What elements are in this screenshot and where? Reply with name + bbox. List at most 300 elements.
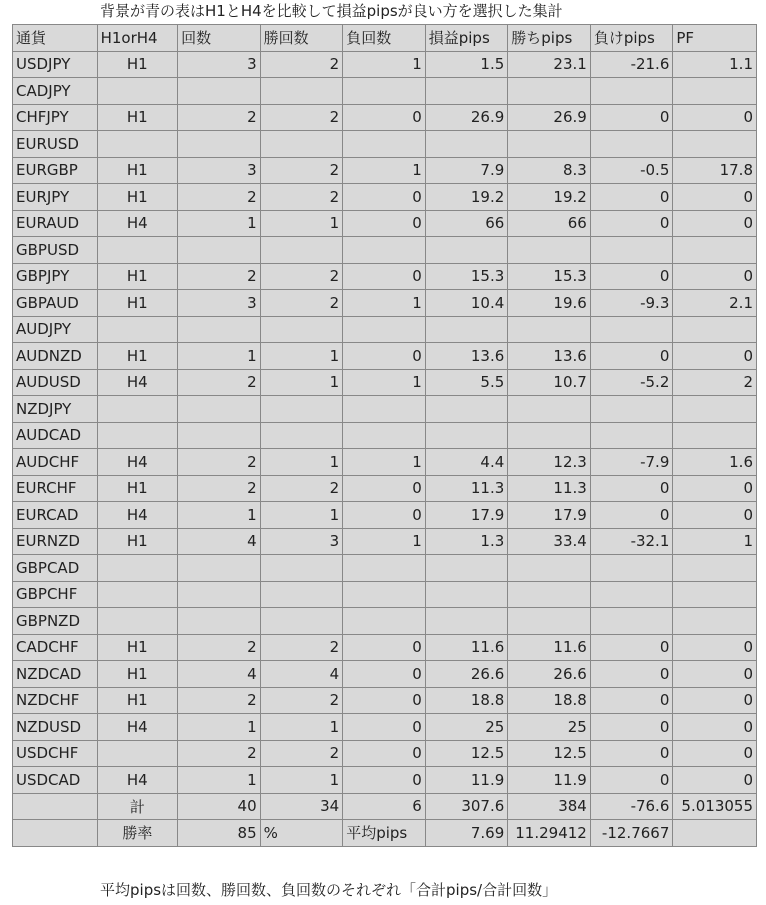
table-row-cell: 0 [343,502,426,529]
table-row-cell: EURAUD [13,210,98,237]
table-row-cell: 0 [673,502,757,529]
table-row-cell: 1 [343,449,426,476]
table-row-cell [97,608,178,635]
table-row-cell: GBPCAD [13,555,98,582]
table-row-cell: 1 [260,369,343,396]
table-row-cell: 3 [260,528,343,555]
table-row-cell [673,396,757,423]
table-row-cell: 0 [343,687,426,714]
table-row-cell: 26.9 [425,104,508,131]
table-row-cell: 0 [590,475,673,502]
table-row-cell: 4 [260,661,343,688]
summary-table [12,24,757,847]
table-row-cell: 17.8 [673,157,757,184]
table-row-cell [343,316,426,343]
table-row-cell: 0 [590,263,673,290]
table-row-cell: 0 [590,714,673,741]
table-row-cell: 0 [590,687,673,714]
table-row-cell: 1 [260,767,343,794]
table-row-cell [508,131,591,158]
table-row-cell: 1 [260,502,343,529]
table-row-cell: 0 [673,210,757,237]
table-row-cell: 1 [260,714,343,741]
table-header-row [13,25,757,52]
table-row-cell: 2 [260,263,343,290]
table-row-cell: AUDJPY [13,316,98,343]
table-row-cell: 2 [260,51,343,78]
table-row-cell [178,422,261,449]
table-row-cell: 1 [673,528,757,555]
table-row-cell [590,422,673,449]
table-header-row-cell: 勝ちpips [508,25,591,52]
table-row-cell: 11.6 [508,634,591,661]
table-row-cell [178,555,261,582]
table-row-cell [97,422,178,449]
table-row-cell [178,581,261,608]
winrate-row-cell [673,820,757,847]
table-header-row-cell: 回数 [178,25,261,52]
table-row-cell: 11.9 [425,767,508,794]
table-row-cell [343,581,426,608]
table-row-cell: 15.3 [425,263,508,290]
table-row-cell [343,396,426,423]
table-row [13,714,757,741]
table-row-cell [97,555,178,582]
table-row-cell: AUDNZD [13,343,98,370]
table-row-cell: 18.8 [425,687,508,714]
winrate-row [13,820,757,847]
table-row-cell [673,581,757,608]
winrate-row-cell: % [260,820,343,847]
table-row-cell [97,581,178,608]
table-row-cell: NZDUSD [13,714,98,741]
table-row-cell: 0 [590,184,673,211]
table-row-cell: GBPJPY [13,263,98,290]
table-row-cell: 7.9 [425,157,508,184]
winrate-row-cell: 11.29412 [508,820,591,847]
table-row [13,555,757,582]
table-row-cell: NZDCHF [13,687,98,714]
table-row-cell [508,78,591,105]
table-row-cell: 11.3 [508,475,591,502]
table-row-cell [425,396,508,423]
table-row-cell: 0 [590,104,673,131]
table-row-cell: -5.2 [590,369,673,396]
table-row-cell: 2 [260,104,343,131]
table-row-cell [343,78,426,105]
table-row-cell: 0 [590,343,673,370]
table-header-row-cell: 負回数 [343,25,426,52]
table-row-cell [178,131,261,158]
table-row [13,51,757,78]
table-row-cell [590,78,673,105]
total-row-cell: 計 [97,793,178,820]
table-row-cell: 1 [343,369,426,396]
table-row-cell: 0 [673,714,757,741]
total-row-cell: 6 [343,793,426,820]
table-row-cell: -7.9 [590,449,673,476]
table-row-cell: NZDCAD [13,661,98,688]
table-row-cell: USDCAD [13,767,98,794]
table-row-cell: 2 [178,104,261,131]
table-row-cell [97,131,178,158]
table-row [13,687,757,714]
table-row-cell [590,316,673,343]
table-row-cell [97,316,178,343]
table-header-row-cell: 勝回数 [260,25,343,52]
table-row-cell: GBPNZD [13,608,98,635]
table-row-cell: 15.3 [508,263,591,290]
winrate-row-cell: -12.7667 [590,820,673,847]
table-row-cell [508,237,591,264]
table-row-cell [97,78,178,105]
table-row-cell: 0 [590,661,673,688]
table-row-cell: H4 [97,210,178,237]
table-row [13,184,757,211]
table-row-cell: H1 [97,634,178,661]
table-row-cell: 1.3 [425,528,508,555]
table-row-cell [673,608,757,635]
table-row-cell: H1 [97,157,178,184]
table-row-cell: 25 [425,714,508,741]
table-row [13,475,757,502]
table-row-cell: 10.4 [425,290,508,317]
table-row-cell [178,396,261,423]
table-row-cell: -32.1 [590,528,673,555]
table-row-cell [673,131,757,158]
table-row-cell [260,581,343,608]
table-row-cell [425,608,508,635]
total-row-cell: 307.6 [425,793,508,820]
table-row-cell: H1 [97,51,178,78]
table-row-cell: 18.8 [508,687,591,714]
table-row [13,422,757,449]
winrate-row-cell [13,820,98,847]
table-row-cell: 0 [343,263,426,290]
table-row-cell: H4 [97,449,178,476]
table-row-cell: 11.6 [425,634,508,661]
table-row-cell: 2 [260,634,343,661]
table-row-cell: 1 [260,210,343,237]
table-row [13,528,757,555]
total-row-cell: -76.6 [590,793,673,820]
table-row-cell [260,78,343,105]
table-row-cell: 26.6 [508,661,591,688]
table-row-cell: 17.9 [425,502,508,529]
table-row-cell: 66 [425,210,508,237]
table-row-cell: H1 [97,343,178,370]
total-row [13,793,757,820]
table-row-cell: 1 [343,157,426,184]
table-row [13,316,757,343]
table-row-cell: H1 [97,263,178,290]
table-row-cell: 1 [178,210,261,237]
table-row-cell: 1 [178,767,261,794]
table-row-cell [343,131,426,158]
table-row-cell: EURGBP [13,157,98,184]
page-title: 背景が青の表はH1とH4を比較して損益pipsが良い方を選択した集計 [100,2,563,20]
table-row-cell: H1 [97,687,178,714]
table-row-cell: 2.1 [673,290,757,317]
table-row [13,263,757,290]
table-row-cell [425,131,508,158]
table-row-cell [260,608,343,635]
table-row-cell [425,78,508,105]
table-row-cell: USDCHF [13,740,98,767]
table-row-cell [590,581,673,608]
table-row-cell: 0 [343,343,426,370]
table-row-cell: H1 [97,661,178,688]
table-row-cell: 2 [260,740,343,767]
table-row-cell [425,422,508,449]
table-row-cell: NZDJPY [13,396,98,423]
table-row-cell: 0 [590,740,673,767]
table-row-cell: 2 [673,369,757,396]
table-row-cell: 13.6 [508,343,591,370]
table-row-cell [260,237,343,264]
total-row-cell: 384 [508,793,591,820]
table-row-cell: 33.4 [508,528,591,555]
table-row-cell: 12.3 [508,449,591,476]
table-row-cell [673,555,757,582]
table-header-row-cell: 損益pips [425,25,508,52]
table-row-cell: 0 [343,184,426,211]
table-row-cell: 1 [260,343,343,370]
table-row-cell [260,555,343,582]
table-row-cell: 0 [673,263,757,290]
table-row-cell: 1 [178,714,261,741]
table-row-cell: 2 [260,184,343,211]
table-row-cell [508,316,591,343]
table-row-cell: 12.5 [425,740,508,767]
table-row-cell: 0 [343,210,426,237]
table-row-cell [260,396,343,423]
table-row-cell [260,131,343,158]
table-row [13,634,757,661]
table-row [13,210,757,237]
table-row-cell: 1 [343,290,426,317]
table-row-cell [97,237,178,264]
table-row-cell: 12.5 [508,740,591,767]
table-row-cell: USDJPY [13,51,98,78]
table-row [13,104,757,131]
table-row-cell: 0 [673,104,757,131]
table-row-cell: EURNZD [13,528,98,555]
table-row-cell [425,316,508,343]
table-row-cell: 0 [343,767,426,794]
total-row-cell: 5.013055 [673,793,757,820]
table-row-cell: 66 [508,210,591,237]
table-row-cell: 2 [178,369,261,396]
table-row-cell [343,608,426,635]
table-row-cell: 0 [343,740,426,767]
table-row [13,740,757,767]
table-row-cell: 2 [178,475,261,502]
table-row [13,502,757,529]
table-row-cell [673,78,757,105]
table-row-cell [673,422,757,449]
table-row-cell: 0 [673,343,757,370]
table-row-cell: 11.9 [508,767,591,794]
table-row-cell: 1 [260,449,343,476]
table-row-cell: H4 [97,369,178,396]
table-header-row-cell: PF [673,25,757,52]
table-row-cell: 19.2 [425,184,508,211]
table-row-cell: GBPAUD [13,290,98,317]
table-row-cell: 0 [590,634,673,661]
table-row-cell: H1 [97,475,178,502]
table-row-cell: GBPUSD [13,237,98,264]
table-row-cell: EURUSD [13,131,98,158]
winrate-row-cell: 85 [178,820,261,847]
table-row-cell: GBPCHF [13,581,98,608]
table-row-cell: AUDCHF [13,449,98,476]
table-row-cell: 10.7 [508,369,591,396]
table-row-cell [590,237,673,264]
table-row-cell: 5.5 [425,369,508,396]
table-row-cell [343,237,426,264]
table-row-cell: EURCHF [13,475,98,502]
table-header-row-cell: 通貨 [13,25,98,52]
table-row-cell [590,131,673,158]
table-row-cell: 0 [343,104,426,131]
table-row-cell [97,396,178,423]
table-row [13,290,757,317]
table-row-cell [178,316,261,343]
winrate-row-cell: 7.69 [425,820,508,847]
table-row-cell: 0 [673,661,757,688]
table-row-cell: 4 [178,661,261,688]
table-row-cell: -9.3 [590,290,673,317]
table-row-cell: 1 [178,502,261,529]
table-row-cell [425,237,508,264]
table-row-cell [178,608,261,635]
table-row-cell: 19.6 [508,290,591,317]
table-row-cell: 3 [178,157,261,184]
table-row-cell: 2 [260,687,343,714]
table-row-cell: 17.9 [508,502,591,529]
table-row-cell [425,555,508,582]
table-row-cell: 2 [178,263,261,290]
table-row-cell: 0 [343,475,426,502]
table-header-row-cell: H1orH4 [97,25,178,52]
table-row-cell [590,555,673,582]
table-row-cell [425,581,508,608]
table-row-cell: H4 [97,714,178,741]
table-row-cell: 25 [508,714,591,741]
table-row-cell: H1 [97,290,178,317]
table-row-cell [590,396,673,423]
table-row-cell [508,555,591,582]
table-row-cell: 0 [673,184,757,211]
total-row-cell: 34 [260,793,343,820]
table-row-cell: H4 [97,502,178,529]
total-row-cell: 40 [178,793,261,820]
table-row [13,131,757,158]
table-row-cell: 2 [260,157,343,184]
table-row-cell: 2 [178,184,261,211]
table-row [13,581,757,608]
table-row [13,157,757,184]
table-row-cell [343,555,426,582]
table-row-cell [673,237,757,264]
table-row-cell: 2 [178,740,261,767]
table-row-cell [673,316,757,343]
table-row-cell: 2 [178,634,261,661]
table-row-cell: 1 [343,51,426,78]
table-row-cell: CHFJPY [13,104,98,131]
table-row-cell: 0 [590,210,673,237]
table-row [13,343,757,370]
table-row-cell: 19.2 [508,184,591,211]
table-row-cell [97,740,178,767]
table-row-cell: 0 [673,475,757,502]
table-row-cell [590,608,673,635]
table-row-cell: -0.5 [590,157,673,184]
table-row-cell: 2 [260,475,343,502]
table-row [13,369,757,396]
table-row-cell: 26.6 [425,661,508,688]
table-row-cell: 0 [343,634,426,661]
table-row-cell: 26.9 [508,104,591,131]
table-row-cell: 1.1 [673,51,757,78]
table-row-cell [260,422,343,449]
winrate-row-cell: 平均pips [343,820,426,847]
table-row-cell: 3 [178,51,261,78]
table-row-cell: -21.6 [590,51,673,78]
table-row [13,396,757,423]
table-row-cell: 0 [343,714,426,741]
table-row-cell: AUDCAD [13,422,98,449]
table-row-cell: AUDUSD [13,369,98,396]
footer-note: 平均pipsは回数、勝回数、負回数のそれぞれ「合計pips/合計回数」 [100,881,558,899]
table-row-cell [178,237,261,264]
total-row-cell [13,793,98,820]
table-row-cell: CADCHF [13,634,98,661]
table-row-cell: 11.3 [425,475,508,502]
table-row-cell [508,581,591,608]
table-row-cell: 1.6 [673,449,757,476]
table-row-cell: EURCAD [13,502,98,529]
table-row-cell: 1 [178,343,261,370]
table-row-cell: 2 [178,687,261,714]
table-row-cell: 0 [673,767,757,794]
table-row-cell: 3 [178,290,261,317]
table-row-cell: H1 [97,528,178,555]
table-row-cell: 2 [260,290,343,317]
winrate-row-cell: 勝率 [97,820,178,847]
table-row-cell: CADJPY [13,78,98,105]
table-row [13,767,757,794]
table-row [13,78,757,105]
table-row-cell: 23.1 [508,51,591,78]
table-row [13,449,757,476]
table-row-cell [343,422,426,449]
table-row-cell: 0 [673,634,757,661]
table-row-cell [508,422,591,449]
table-row-cell: 4.4 [425,449,508,476]
table-row-cell: EURJPY [13,184,98,211]
table-row-cell: 1.5 [425,51,508,78]
table-row-cell: 0 [673,687,757,714]
table-row-cell: 8.3 [508,157,591,184]
table-row-cell: 2 [178,449,261,476]
table-row-cell: 13.6 [425,343,508,370]
table-row-cell: H1 [97,184,178,211]
table-row-cell: 1 [343,528,426,555]
table-row-cell: 0 [343,661,426,688]
table-row [13,608,757,635]
